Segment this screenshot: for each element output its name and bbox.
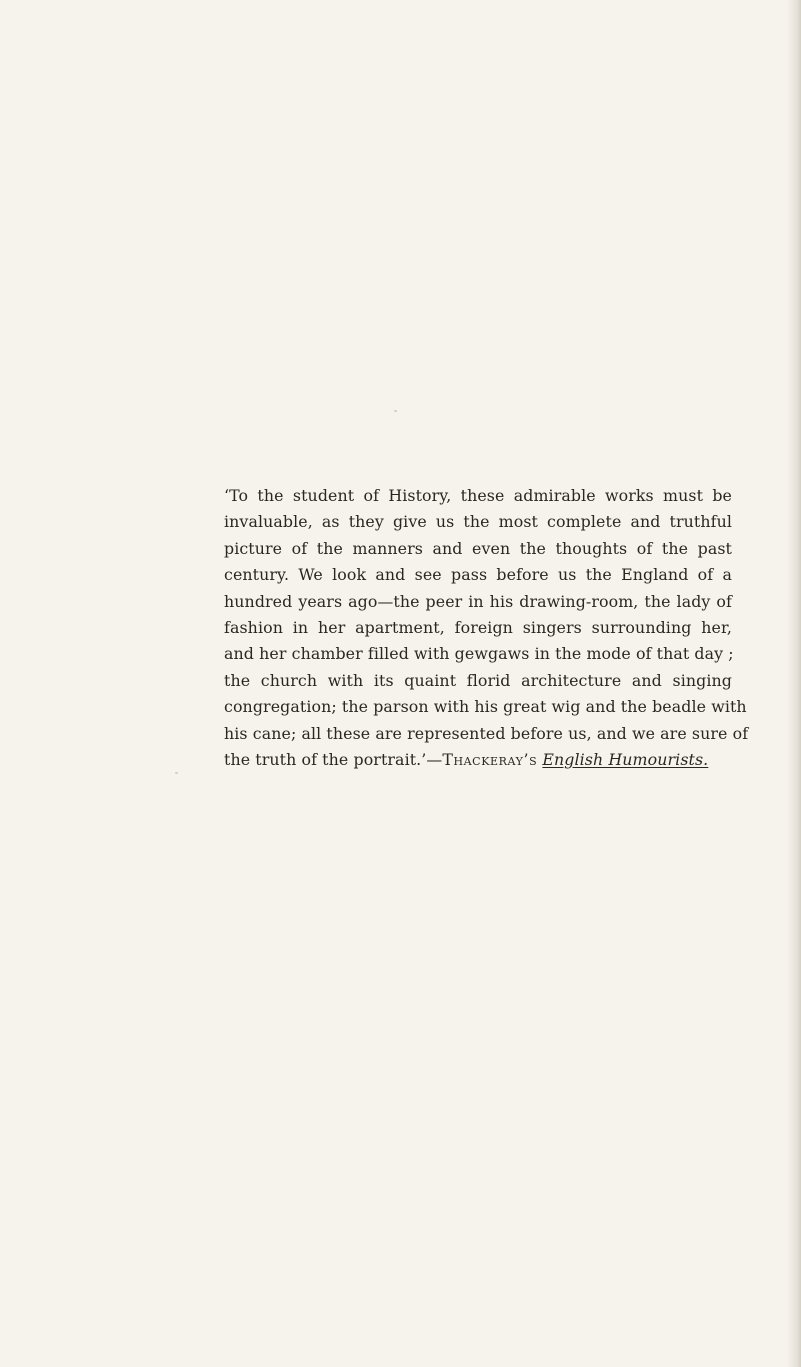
quote-line: and her chamber filled with gewgaws in the mode of that day ; — [224, 644, 734, 664]
quote-line: the church with its quaint florid architecture and singing — [224, 670, 732, 690]
quote-line: fashion in her apartment, foreign singers surrounding her, — [224, 617, 732, 637]
quote-line: invaluable, as they give us the most complete and truthful — [224, 512, 732, 532]
quote-line: hundred years ago—the peer in his drawing-room, the lady of — [224, 591, 732, 611]
epigraph-quote — [224, 483, 749, 773]
quote-line: congregation; the parson with his great wig and the beadle with — [224, 697, 747, 717]
quote-line: his cane; all these are represented before us, and we are sure of — [224, 723, 749, 743]
paper-speck — [394, 410, 397, 412]
quote-line: century. We look and see pass before us the England of a — [224, 565, 732, 585]
quote-line: picture of the manners and even the thoughts of the past — [224, 538, 732, 558]
attribution-title: English Humourists. — [542, 749, 709, 769]
paper-speck — [175, 772, 178, 774]
quote-line: ‘To the student of History, these admirable works must be — [224, 486, 732, 505]
page-edge-shadow — [787, 0, 801, 1367]
quote-attribution-line — [224, 747, 732, 773]
quote-last-line-text: the truth of the portrait.’— — [224, 749, 443, 769]
attribution-author: Thackeray’s — [442, 749, 538, 769]
